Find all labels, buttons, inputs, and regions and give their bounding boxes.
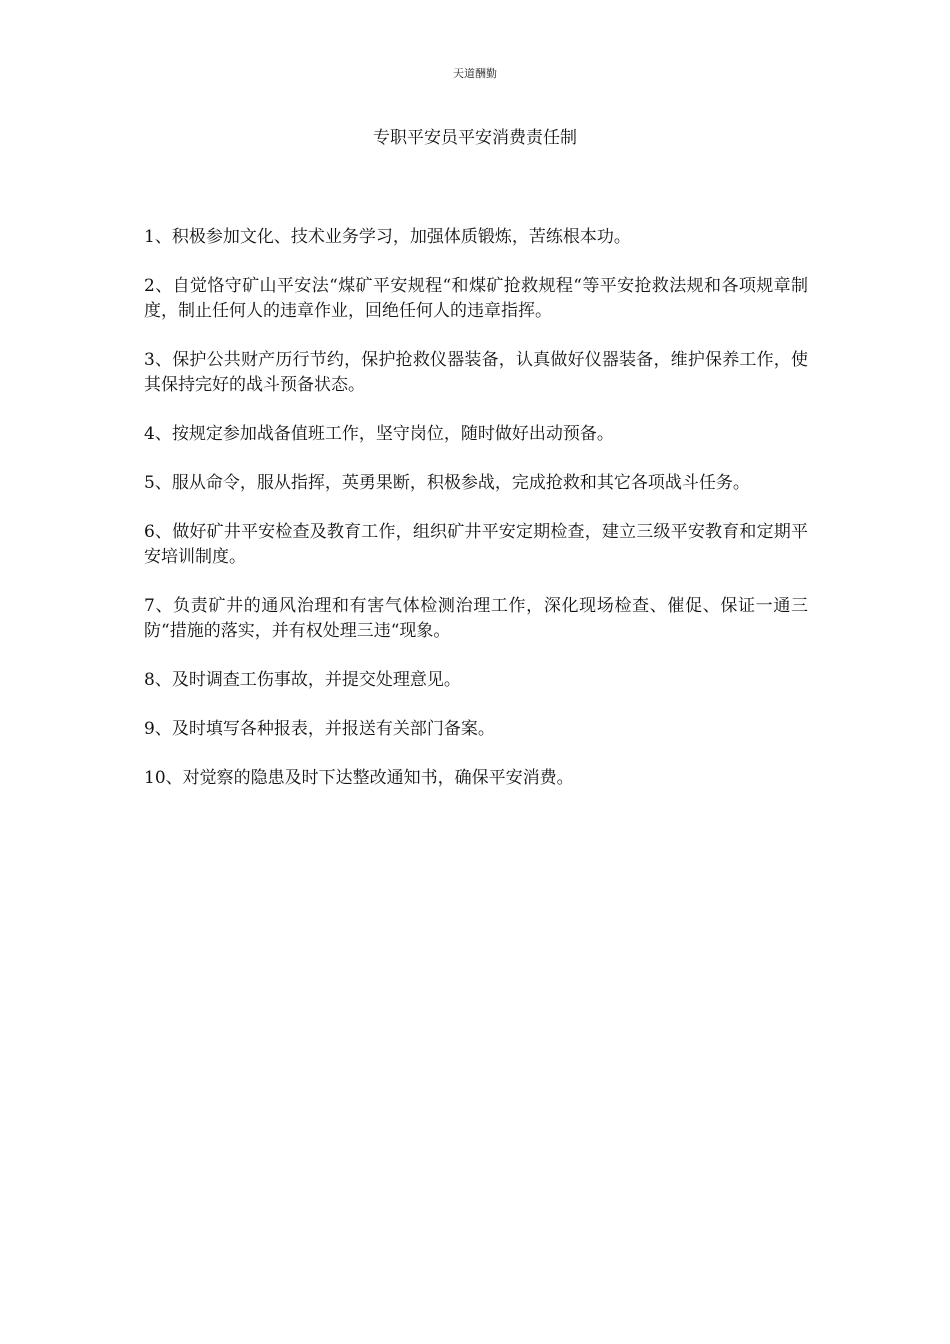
list-item: 6、做好矿井平安检查及教育工作，组织矿井平安定期检查，建立三级平安教育和定期平安培训制度。 bbox=[144, 522, 808, 567]
list-item: 8、及时调查工伤事故，并提交处理意见。 bbox=[144, 670, 461, 690]
list-item: 2、自觉恪守矿山平安法“煤矿平安规程“和煤矿抢救规程“等平安抢救法规和各项规章制度，制止任何人的违章作业，回绝任何人的违章指挥。 bbox=[144, 276, 808, 321]
document-title: 专职平安员平安消费责任制 bbox=[373, 128, 577, 148]
list-item: 4、按规定参加战备值班工作，坚守岗位，随时做好出动预备。 bbox=[144, 424, 614, 444]
list-item: 10、对觉察的隐患及时下达整改通知书，确保平安消费。 bbox=[144, 768, 574, 788]
responsibility-list bbox=[144, 225, 808, 815]
list-item: 5、服从命令，服从指挥，英勇果断，积极参战，完成抢救和其它各项战斗任务。 bbox=[144, 473, 750, 493]
list-item: 7、负责矿井的通风治理和有害气体检测治理工作，深化现场检查、催促、保证一通三防“措施的落实，并有权处理三违“现象。 bbox=[144, 596, 808, 641]
list-item: 9、及时填写各种报表，并报送有关部门备案。 bbox=[144, 719, 495, 739]
list-item: 3、保护公共财产历行节约，保护抢救仪器装备，认真做好仪器装备，维护保养工作，使其保持完好的战斗预备状态。 bbox=[144, 350, 808, 395]
list-item: 1、积极参加文化、技术业务学习，加强体质锻炼，苦练根本功。 bbox=[144, 227, 631, 247]
page-header: 天道酬勤 bbox=[453, 67, 497, 80]
